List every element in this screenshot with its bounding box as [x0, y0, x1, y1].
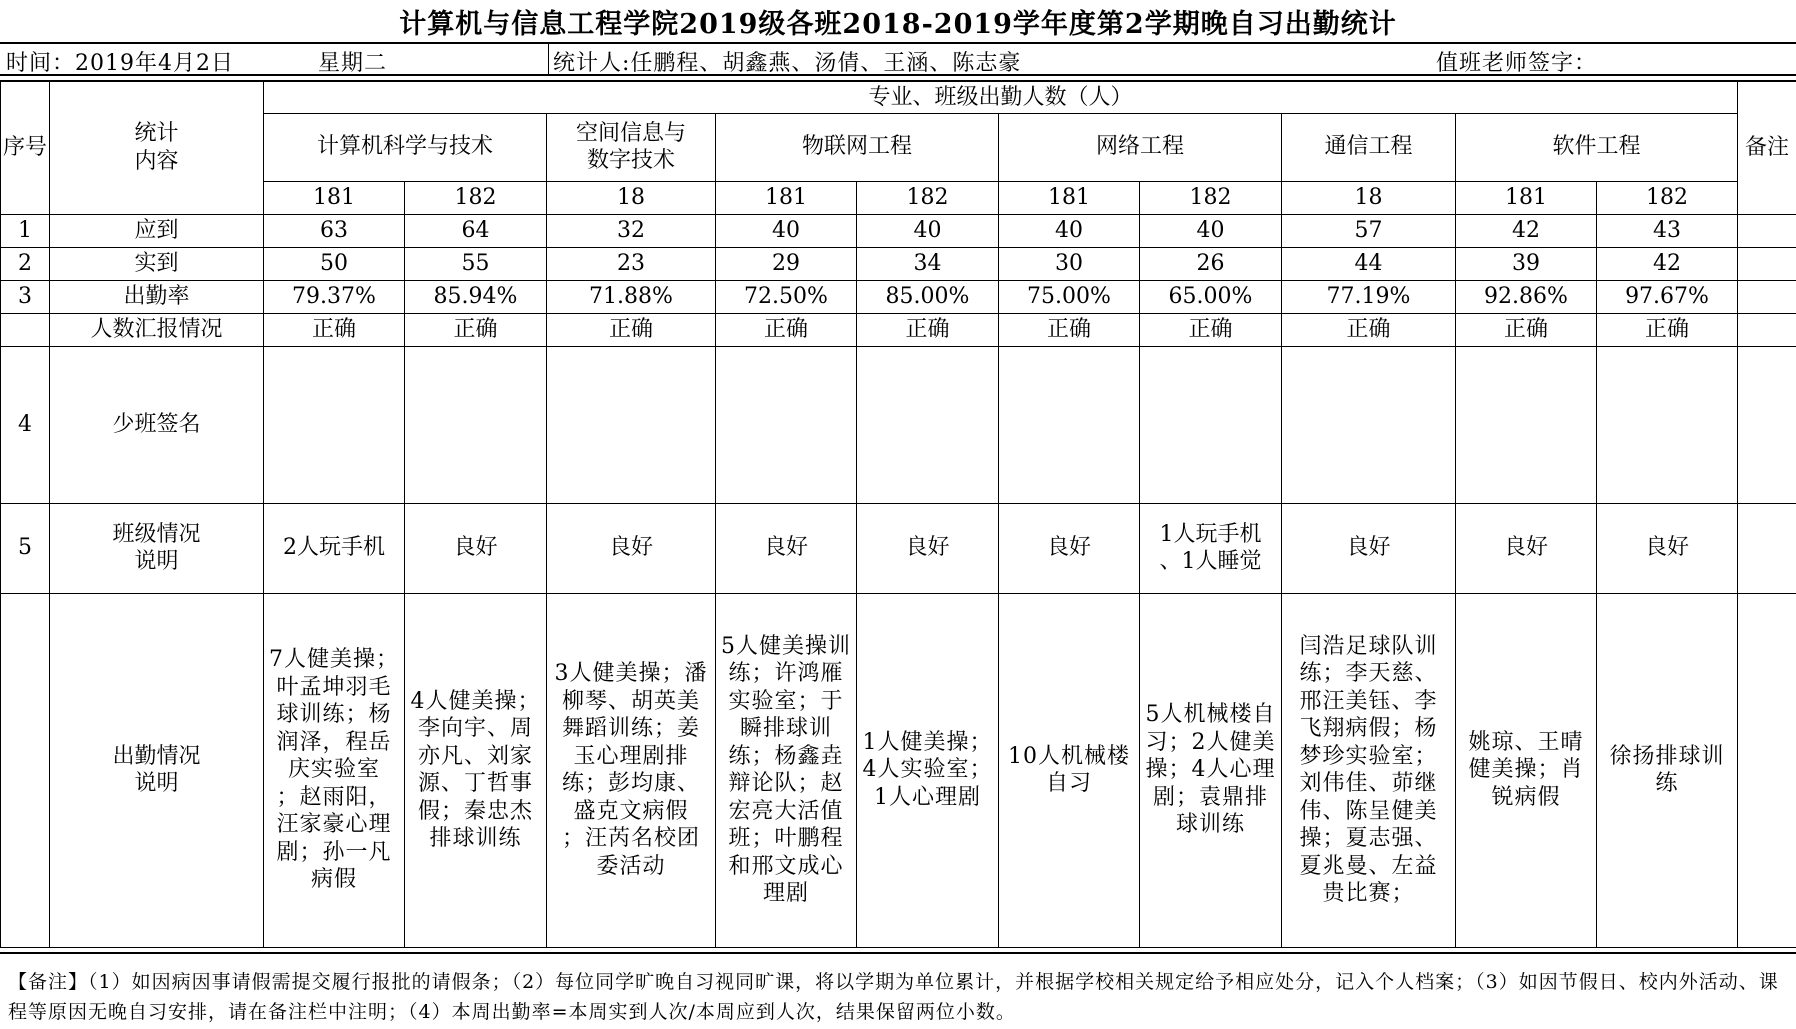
signature-cell: [405, 346, 547, 503]
table-cell: 34: [857, 247, 999, 280]
table-cell: 良好: [716, 503, 857, 593]
table-cell: 97.67%: [1597, 280, 1738, 313]
meta-divider: [548, 44, 549, 74]
row-label: 少班签名: [50, 346, 264, 503]
table-row-actual: [1, 247, 1796, 280]
major-iot: 物联网工程: [716, 113, 999, 181]
table-cell: 29: [716, 247, 857, 280]
table-cell: 正确: [1282, 313, 1456, 346]
class-header: 182: [1597, 181, 1738, 214]
page-title: 计算机与信息工程学院2019级各班2018-2019学年度第2学期晚自习出勤统计: [0, 0, 1796, 44]
signature-cell: [1456, 346, 1597, 503]
table-cell: 85.94%: [405, 280, 547, 313]
header-seq: 序号: [1, 81, 50, 214]
class-header: 18: [547, 181, 716, 214]
class-header: 181: [1456, 181, 1597, 214]
class-header: 182: [857, 181, 999, 214]
table-cell: 1人健美操； 4人实验室； 1人心理剧: [857, 593, 999, 947]
attendance-table: [0, 80, 1796, 948]
table-cell: 良好: [857, 503, 999, 593]
table-cell: 26: [1140, 247, 1282, 280]
row-label: 人数汇报情况: [50, 313, 264, 346]
row-seq: 2: [1, 247, 50, 280]
remark-cell: [1738, 247, 1796, 280]
table-row-expected: [1, 214, 1796, 247]
table-cell: 良好: [547, 503, 716, 593]
table-cell: 42: [1456, 214, 1597, 247]
table-cell: 2人玩手机: [264, 503, 405, 593]
table-cell: 良好: [405, 503, 547, 593]
remark-cell: [1738, 214, 1796, 247]
remark-cell: [1738, 503, 1796, 593]
table-cell: 43: [1597, 214, 1738, 247]
table-row-rate: [1, 280, 1796, 313]
table-cell: 40: [1140, 214, 1282, 247]
row-label: 出勤率: [50, 280, 264, 313]
table-cell: 92.86%: [1456, 280, 1597, 313]
table-cell: 正确: [1140, 313, 1282, 346]
table-cell: 75.00%: [999, 280, 1140, 313]
class-header: 181: [264, 181, 405, 214]
table-cell: 10人机械楼 自习: [999, 593, 1140, 947]
row-label: 出勤情况 说明: [50, 593, 264, 947]
table-cell: 65.00%: [1140, 280, 1282, 313]
major-network: 网络工程: [999, 113, 1282, 181]
table-cell: 正确: [857, 313, 999, 346]
table-cell: 55: [405, 247, 547, 280]
header-content: 统计 内容: [50, 81, 264, 214]
class-header: 182: [1140, 181, 1282, 214]
table-cell: 64: [405, 214, 547, 247]
table-cell: 正确: [264, 313, 405, 346]
class-header: 182: [405, 181, 547, 214]
table-cell: 5人机械楼自 习；2人健美 操；4人心理 剧；袁鼎排 球训练: [1140, 593, 1282, 947]
row-label: 应到: [50, 214, 264, 247]
table-cell: 40: [857, 214, 999, 247]
major-communication: 通信工程: [1282, 113, 1456, 181]
remark-cell: [1738, 593, 1796, 947]
table-cell: 7人健美操； 叶孟坤羽毛 球训练；杨 润泽，程岳 庆实验室 ；赵雨阳， 汪家豪心理 剧；孙一凡 病假: [264, 593, 405, 947]
meta-row: [0, 44, 1796, 76]
major-software: 软件工程: [1456, 113, 1738, 181]
table-row-report: [1, 313, 1796, 346]
signature-cell: [1282, 346, 1456, 503]
row-seq: [1, 313, 50, 346]
signature-cell: [1140, 346, 1282, 503]
table-row-sign: [1, 346, 1796, 503]
meta-weekday: 星期二: [318, 51, 388, 76]
table-cell: 77.19%: [1282, 280, 1456, 313]
meta-teacher-sign: 值班老师签字：: [1436, 51, 1598, 76]
table-cell: 正确: [1597, 313, 1738, 346]
meta-time: 时间：2019年4月2日: [6, 51, 234, 76]
signature-cell: [264, 346, 405, 503]
table-cell: 40: [999, 214, 1140, 247]
header-row-classes: [1, 181, 1796, 214]
header-group: 专业、班级出勤人数（人）: [264, 81, 1738, 113]
table-cell: 良好: [999, 503, 1140, 593]
remark-cell: [1738, 346, 1796, 503]
signature-cell: [999, 346, 1140, 503]
class-header: 18: [1282, 181, 1456, 214]
table-cell: 正确: [1456, 313, 1597, 346]
row-seq: 4: [1, 346, 50, 503]
footer-notes: 【备注】（1）如因病因事请假需提交履行报批的请假条；（2）每位同学旷晚自习视同旷课，将以学期为单位累计，并根据学校相关规定给予相应处分，记入个人档案；（3）如因节假日、校内外活动、课程等原因无晚自习安排，请在备注栏中注明；（4）本周出勤率=本周实到人次/本周应到人次，结果保留两位小数。: [0, 952, 1796, 1029]
signature-cell: [857, 346, 999, 503]
major-cs: 计算机科学与技术: [264, 113, 547, 181]
table-cell: 1人玩手机 、1人睡觉: [1140, 503, 1282, 593]
row-label: 实到: [50, 247, 264, 280]
row-label: 班级情况 说明: [50, 503, 264, 593]
table-cell: 79.37%: [264, 280, 405, 313]
table-cell: 良好: [1597, 503, 1738, 593]
table-cell: 正确: [999, 313, 1140, 346]
header-row-group: [1, 81, 1796, 113]
row-seq: [1, 593, 50, 947]
table-cell: 72.50%: [716, 280, 857, 313]
table-cell: 良好: [1456, 503, 1597, 593]
table-cell: 39: [1456, 247, 1597, 280]
row-seq: 3: [1, 280, 50, 313]
signature-cell: [716, 346, 857, 503]
table-cell: 30: [999, 247, 1140, 280]
table-cell: 正确: [716, 313, 857, 346]
table-cell: 5人健美操训 练；许鸿雁 实验室；于 瞬排球训 练；杨鑫垚 辩论队；赵 宏亮大活值 班；叶鹏程 和邢文成心 理剧: [716, 593, 857, 947]
table-cell: 32: [547, 214, 716, 247]
table-cell: 徐扬排球训 练: [1597, 593, 1738, 947]
table-cell: 44: [1282, 247, 1456, 280]
table-cell: 85.00%: [857, 280, 999, 313]
table-cell: 40: [716, 214, 857, 247]
table-row-class-status: [1, 503, 1796, 593]
table-cell: 闫浩足球队训 练；李天慈、 邢汪美钰、李 飞翔病假；杨 梦珍实验室； 刘伟佳、茆继 伟、陈呈健美 操；夏志强、 夏兆曼、左益 贵比赛；: [1282, 593, 1456, 947]
header-row-majors: [1, 113, 1796, 181]
table-cell: 姚琼、王晴 健美操；肖 锐病假: [1456, 593, 1597, 947]
header-remark: 备注: [1738, 81, 1796, 214]
meta-counters: 统计人:任鹏程、胡鑫燕、汤倩、王涵、陈志豪: [553, 51, 1022, 76]
row-seq: 1: [1, 214, 50, 247]
table-cell: 良好: [1282, 503, 1456, 593]
table-cell: 23: [547, 247, 716, 280]
class-header: 181: [716, 181, 857, 214]
table-cell: 正确: [547, 313, 716, 346]
signature-cell: [1597, 346, 1738, 503]
remark-cell: [1738, 313, 1796, 346]
signature-cell: [547, 346, 716, 503]
table-cell: 正确: [405, 313, 547, 346]
remark-cell: [1738, 280, 1796, 313]
table-cell: 71.88%: [547, 280, 716, 313]
major-spatial-info: 空间信息与 数字技术: [547, 113, 716, 181]
row-seq: 5: [1, 503, 50, 593]
class-header: 181: [999, 181, 1140, 214]
table-cell: 3人健美操；潘 柳琴、胡英美 舞蹈训练；姜 玉心理剧排 练；彭均康、 盛克文病假 ；汪芮名校团 委活动: [547, 593, 716, 947]
table-cell: 50: [264, 247, 405, 280]
table-cell: 63: [264, 214, 405, 247]
table-row-attendance-notes: [1, 593, 1796, 947]
table-cell: 57: [1282, 214, 1456, 247]
table-cell: 4人健美操； 李向宇、周 亦凡、刘家 源、丁哲事 假；秦忠杰 排球训练: [405, 593, 547, 947]
table-cell: 42: [1597, 247, 1738, 280]
